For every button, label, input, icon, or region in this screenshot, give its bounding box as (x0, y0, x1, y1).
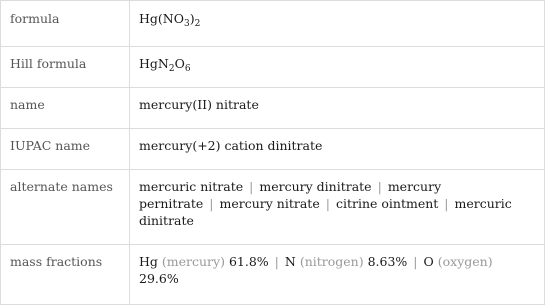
mass-fraction: 61.8% (228, 254, 269, 269)
element-symbol: O (423, 254, 434, 269)
alternate-name: mercury pernitrate (139, 179, 442, 211)
row-label-mass-fractions: mass fractions (1, 245, 130, 305)
formula-value (130, 1, 545, 47)
row-label-alternate-names: alternate names (1, 170, 130, 245)
separator: | (325, 196, 330, 211)
formula-subscript: 2 (194, 19, 201, 29)
formula-subscript: 2 (168, 64, 175, 74)
hill-formula-value (130, 47, 545, 88)
formula-part: O (174, 56, 185, 71)
table-row (1, 170, 545, 245)
alternate-name: citrine ointment (335, 196, 439, 211)
separator: | (274, 254, 279, 269)
separator: | (444, 196, 449, 211)
separator: | (377, 179, 382, 194)
table-row (1, 47, 545, 88)
formula-part: ) (189, 11, 195, 26)
separator: | (209, 196, 214, 211)
separator: | (413, 254, 418, 269)
formula-part: Hg(NO (139, 11, 184, 26)
table-row (1, 1, 545, 47)
mass-fraction: 8.63% (367, 254, 408, 269)
table-row (1, 245, 545, 305)
row-label-name: name (1, 88, 130, 129)
formula-subscript: 3 (183, 19, 190, 29)
name-value: mercury(II) nitrate (130, 88, 545, 129)
element-symbol: N (284, 254, 296, 269)
alternate-name: mercuric dinitrate (139, 196, 512, 228)
element-name: (mercury) (161, 254, 225, 269)
separator: | (249, 179, 254, 194)
element-symbol: Hg (139, 254, 158, 269)
alternate-name: mercury dinitrate (259, 179, 372, 194)
alternate-name: mercury nitrate (219, 196, 320, 211)
row-label-formula: formula (1, 1, 130, 47)
row-label-hill-formula: Hill formula (1, 47, 130, 88)
formula-subscript: 6 (184, 64, 191, 74)
iupac-name-value: mercury(+2) cation dinitrate (130, 129, 545, 170)
element-name: (oxygen) (437, 254, 493, 269)
row-label-iupac-name: IUPAC name (1, 129, 130, 170)
element-name: (nitrogen) (299, 254, 364, 269)
alternate-names-value (130, 170, 545, 245)
alternate-name: mercuric nitrate (139, 179, 244, 194)
mass-fraction: 29.6% (139, 271, 179, 286)
table-row (1, 129, 545, 170)
mass-fractions-value (130, 245, 545, 305)
formula-part: HgN (139, 56, 169, 71)
table-row (1, 88, 545, 129)
